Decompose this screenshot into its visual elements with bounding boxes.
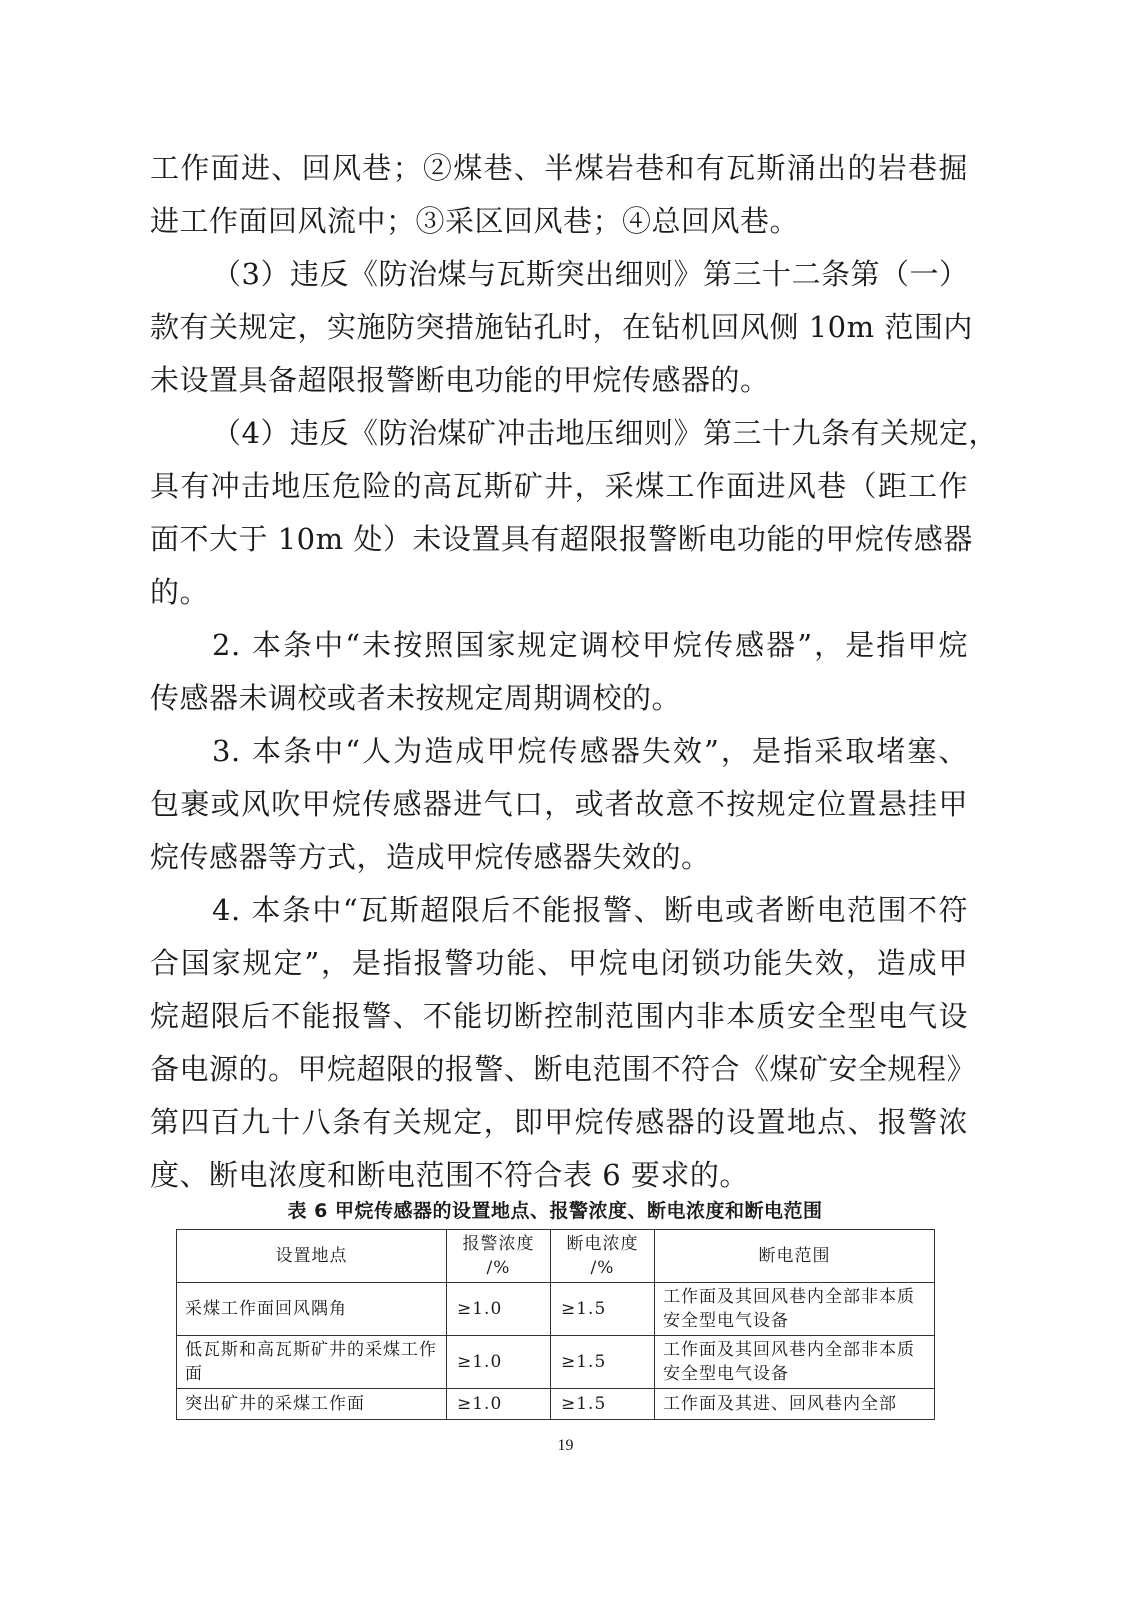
header-alarm-concentration: 报警浓度 /% xyxy=(447,1230,551,1283)
text-line: 第四百九十八条有关规定，即甲烷传感器的设置地点、报警浓 xyxy=(150,1105,968,1139)
text-line: （4）违反《防治煤矿冲击地压细则》第三十九条有关规定， xyxy=(212,416,998,450)
text-line: 未设置具备超限报警断电功能的甲烷传感器的。 xyxy=(150,363,770,397)
text-line: 合国家规定”，是指报警功能、甲烷电闭锁功能失效，造成甲 xyxy=(150,946,968,980)
text-line: 4. 本条中“瓦斯超限后不能报警、断电或者断电范围不符 xyxy=(212,893,968,927)
text-line: 包裹或风吹甲烷传感器进气口，或者故意不按规定位置悬挂甲 xyxy=(150,787,968,821)
text-line: 传感器未调校或者未按规定周期调校的。 xyxy=(150,681,682,715)
cell-range: 工作面及其回风巷内全部非本质安全型电气设备 xyxy=(655,1283,935,1336)
table-row xyxy=(177,1389,935,1420)
text-line: 备电源的。甲烷超限的报警、断电范围不符合《煤矿安全规程》 xyxy=(150,1052,977,1086)
cell-range: 工作面及其进、回风巷内全部 xyxy=(655,1389,935,1420)
table-caption: 表 6 甲烷传感器的设置地点、报警浓度、断电浓度和断电范围 xyxy=(287,1200,823,1222)
text-line: 工作面进、回风巷；②煤巷、半煤岩巷和有瓦斯涌出的岩巷掘 xyxy=(150,151,968,185)
header-cutoff-concentration: 断电浓度 /% xyxy=(551,1230,655,1283)
cell-location: 采煤工作面回风隅角 xyxy=(177,1283,447,1336)
table-row xyxy=(177,1283,935,1336)
header-cutoff-range: 断电范围 xyxy=(655,1230,935,1283)
page-number: 19 xyxy=(557,1437,574,1454)
text-line: 的。 xyxy=(150,575,210,609)
cell-location: 低瓦斯和高瓦斯矿井的采煤工作面 xyxy=(177,1336,447,1389)
text-line: 进工作面回风流中；③采区回风巷；④总回风巷。 xyxy=(150,204,800,238)
cell-cutoff: ≥1.5 xyxy=(551,1336,655,1389)
methane-sensor-table xyxy=(176,1229,935,1420)
text-line: （3）违反《防治煤与瓦斯突出细则》第三十二条第（一） xyxy=(212,257,969,291)
table-header-row xyxy=(177,1230,935,1283)
body-text xyxy=(150,142,998,1202)
cell-cutoff: ≥1.5 xyxy=(551,1283,655,1336)
cell-alarm: ≥1.0 xyxy=(447,1283,551,1336)
table-row xyxy=(177,1336,935,1389)
text-line: 具有冲击地压危险的高瓦斯矿井，采煤工作面进风巷（距工作 xyxy=(150,469,968,503)
cell-alarm: ≥1.0 xyxy=(447,1389,551,1420)
text-line: 面不大于 10m 处）未设置具有超限报警断电功能的甲烷传感器 xyxy=(150,522,973,556)
cell-range: 工作面及其回风巷内全部非本质安全型电气设备 xyxy=(655,1336,935,1389)
cell-cutoff: ≥1.5 xyxy=(551,1389,655,1420)
text-line: 2. 本条中“未按照国家规定调校甲烷传感器”，是指甲烷 xyxy=(212,628,968,662)
text-line: 烷超限后不能报警、不能切断控制范围内非本质安全型电气设 xyxy=(150,999,968,1033)
cell-location: 突出矿井的采煤工作面 xyxy=(177,1389,447,1420)
text-line: 款有关规定，实施防突措施钻孔时，在钻机回风侧 10m 范围内 xyxy=(150,310,973,344)
text-line: 3. 本条中“人为造成甲烷传感器失效”，是指采取堵塞、 xyxy=(212,734,968,768)
header-location: 设置地点 xyxy=(177,1230,447,1283)
cell-alarm: ≥1.0 xyxy=(447,1336,551,1389)
text-line: 烷传感器等方式，造成甲烷传感器失效的。 xyxy=(150,840,711,874)
text-line: 度、断电浓度和断电范围不符合表 6 要求的。 xyxy=(150,1158,749,1192)
